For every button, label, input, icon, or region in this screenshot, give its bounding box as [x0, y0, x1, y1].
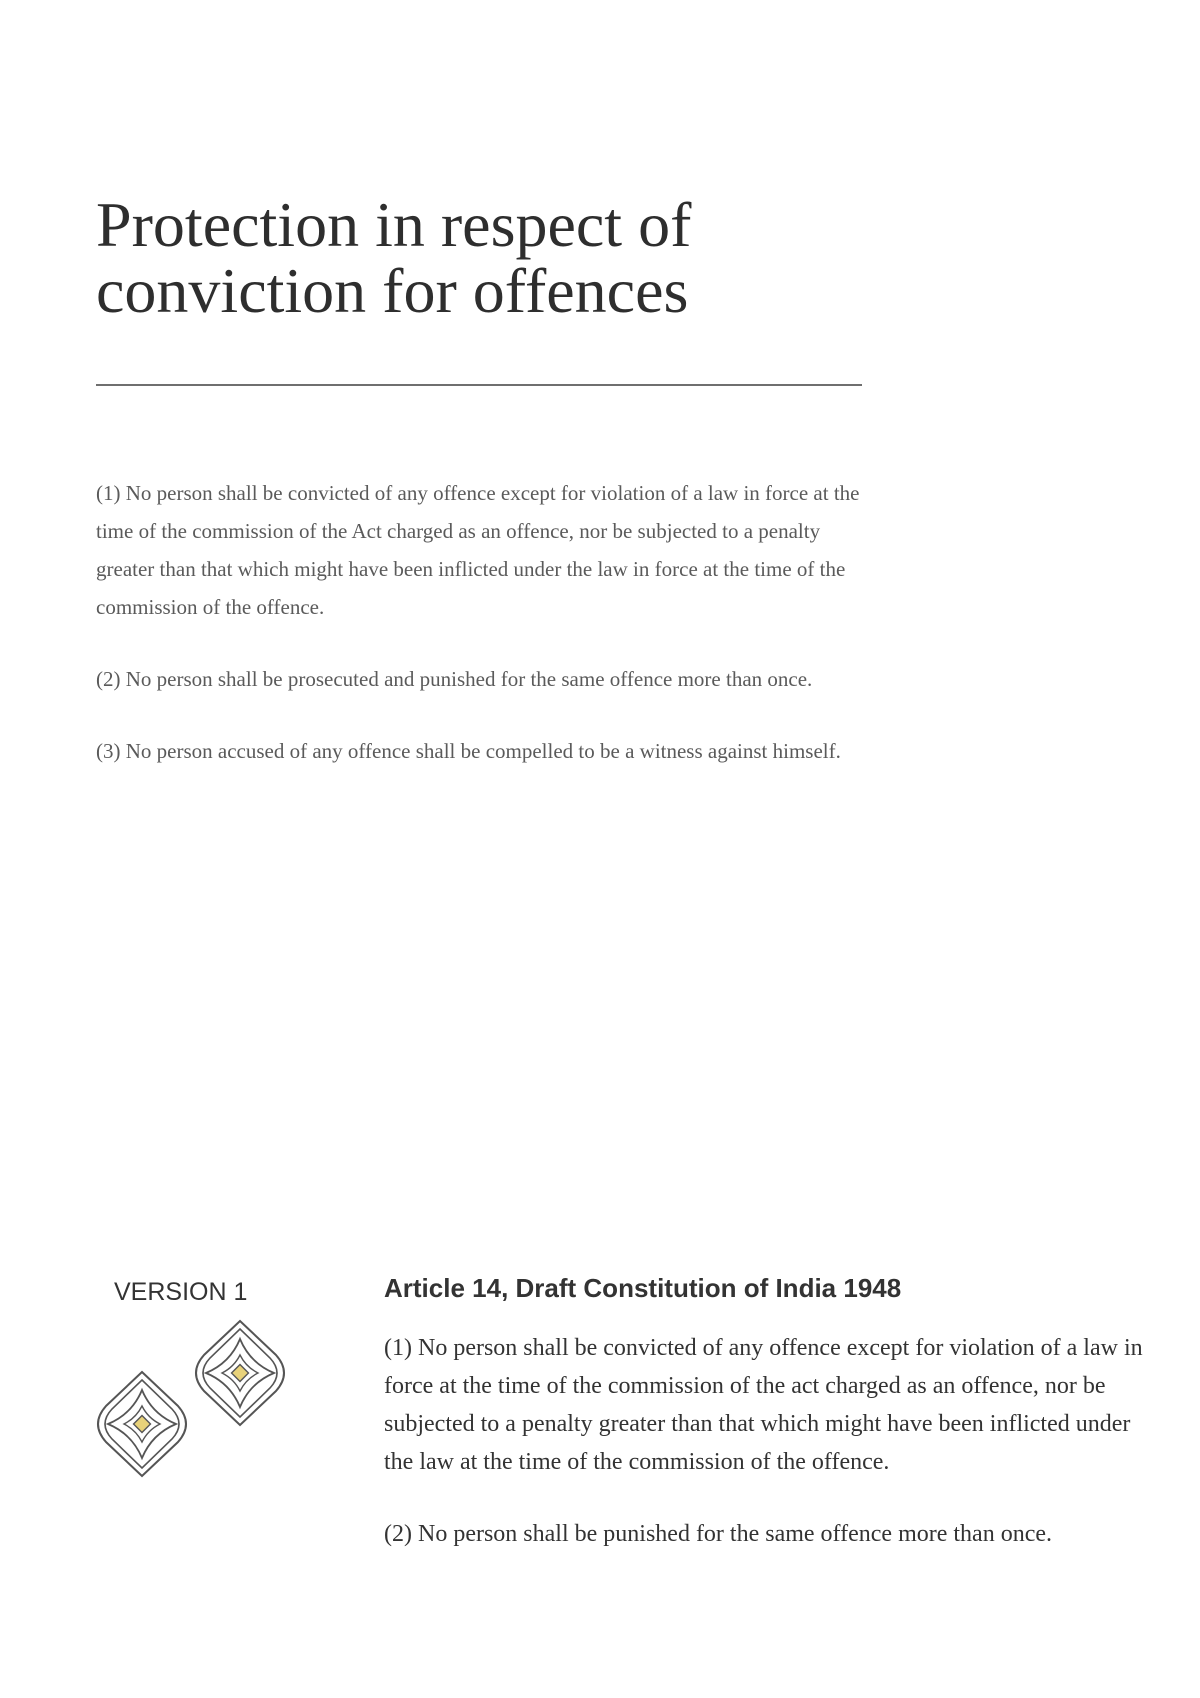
- page-title: Protection in respect of conviction for offences: [96, 189, 692, 326]
- clause-1: (1) No person shall be convicted of any offence except for violation of a law in force at the time of the commission of the Act charged as an offence, nor be subjected to a penalty greater than that which might have been inflicted under the law in force at the time of the commission of the offence.: [96, 481, 860, 619]
- article-clause-2: (2) No person shall be punished for the same offence more than once.: [384, 1521, 1053, 1547]
- article-clause-list: [384, 1329, 1164, 1587]
- title-divider: [96, 384, 862, 386]
- version-label: VERSION 1: [114, 1278, 248, 1306]
- clause-3: (3) No person accused of any offence shall be compelled to be a witness against himself.: [96, 739, 841, 763]
- double-quatrefoil-emblem-icon: [90, 1318, 296, 1480]
- clause-list: [96, 474, 866, 804]
- clause-2: (2) No person shall be prosecuted and punished for the same offence more than once.: [96, 667, 813, 691]
- article-clause-1: (1) No person shall be convicted of any offence except for violation of a law in force at the time of the commission of the act charged as an offence, nor be subjected to a penalty greater than that which might have been inflicted under the law at the time of the commission of the offence.: [384, 1335, 1143, 1475]
- article-title: Article 14, Draft Constitution of India 1948: [384, 1273, 902, 1303]
